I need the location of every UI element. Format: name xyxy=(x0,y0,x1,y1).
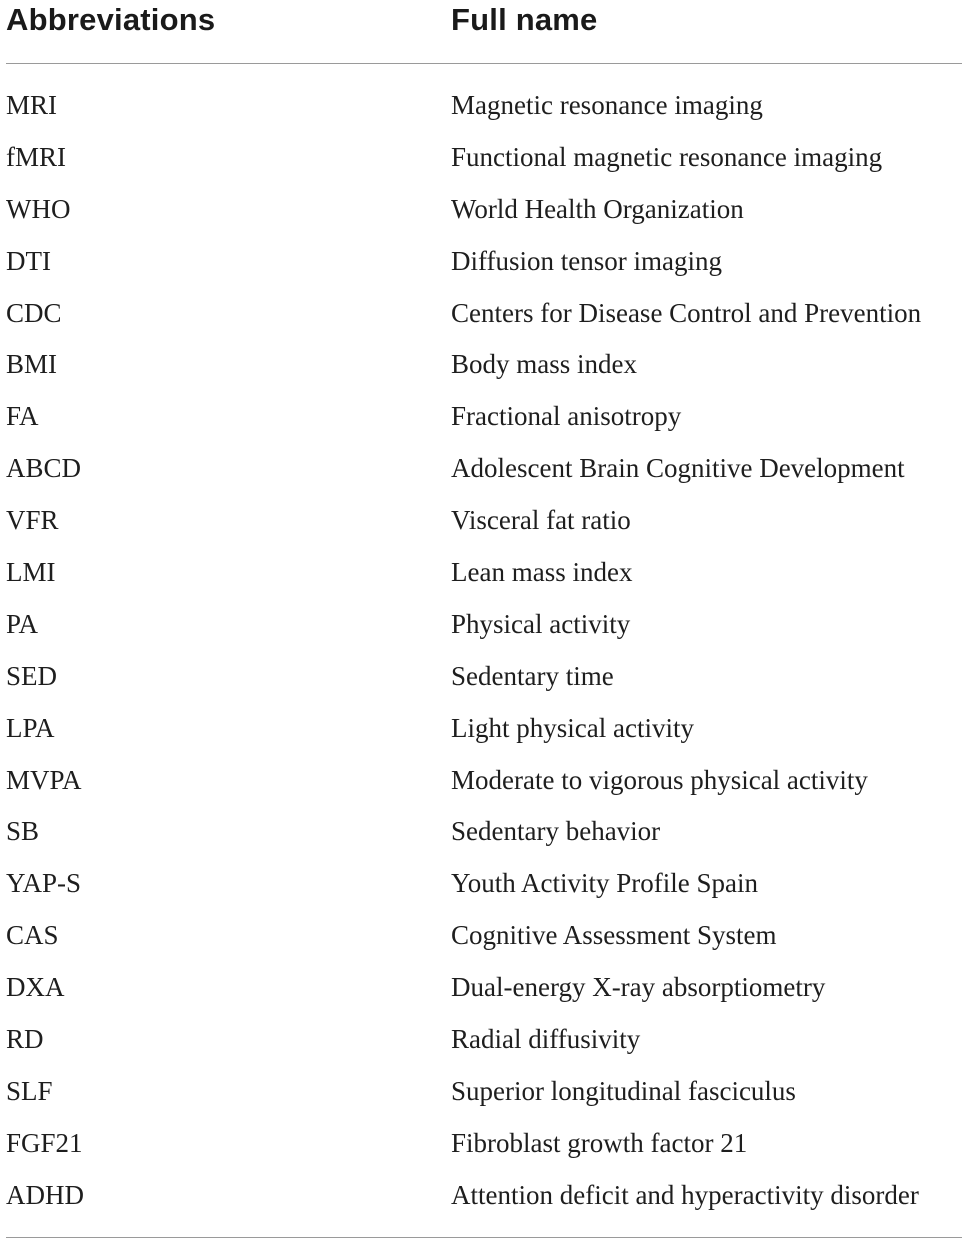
abbreviation-cell: LMI xyxy=(6,557,56,588)
full-name-cell: Cognitive Assessment System xyxy=(451,920,777,951)
table-row xyxy=(0,653,968,705)
full-name-cell: Sedentary behavior xyxy=(451,816,661,847)
abbreviation-cell: SED xyxy=(6,660,58,691)
abbreviation-cell: RD xyxy=(6,1024,44,1055)
abbreviation-cell: FA xyxy=(6,401,39,432)
full-name-cell: Radial diffusivity xyxy=(451,1024,641,1055)
full-name-cell: Attention deficit and hyperactivity disorder xyxy=(451,1179,919,1210)
table-row xyxy=(0,341,968,393)
full-name-cell: Visceral fat ratio xyxy=(451,505,631,536)
abbreviation-cell: DTI xyxy=(6,245,51,276)
abbreviation-cell: CAS xyxy=(6,920,59,951)
full-name-cell: Physical activity xyxy=(451,608,631,639)
table-row xyxy=(0,912,968,964)
full-name-cell: Moderate to vigorous physical activity xyxy=(451,764,868,795)
full-name-cell: Body mass index xyxy=(451,349,637,380)
abbreviation-cell: WHO xyxy=(6,193,71,224)
full-name-cell: Functional magnetic resonance imaging xyxy=(451,141,883,172)
full-name-cell: Centers for Disease Control and Prevention xyxy=(451,297,922,328)
abbreviation-cell: LPA xyxy=(6,712,55,743)
table-row xyxy=(0,82,968,134)
table-bottom-divider xyxy=(6,1237,962,1238)
table-row xyxy=(0,1120,968,1172)
table-row xyxy=(0,808,968,860)
table-row xyxy=(0,1068,968,1120)
table-row xyxy=(0,290,968,342)
table-row xyxy=(0,549,968,601)
abbreviation-cell: MRI xyxy=(6,90,58,120)
table-row xyxy=(0,1016,968,1068)
table-row xyxy=(0,757,968,809)
full-name-cell: Light physical activity xyxy=(451,712,694,743)
table-row xyxy=(0,705,968,757)
full-name-cell: World Health Organization xyxy=(451,193,744,224)
full-name-cell: Sedentary time xyxy=(451,660,614,691)
abbreviation-cell: SB xyxy=(6,816,40,847)
abbreviation-cell: BMI xyxy=(6,349,58,380)
full-name-cell: Superior longitudinal fasciculus xyxy=(451,1075,796,1106)
full-name-cell: Lean mass index xyxy=(451,557,633,588)
abbreviation-cell: PA xyxy=(6,608,39,639)
table-row xyxy=(0,964,968,1016)
full-name-cell: Fibroblast growth factor 21 xyxy=(451,1127,748,1158)
abbreviation-cell: MVPA xyxy=(6,764,82,795)
table-row xyxy=(0,445,968,497)
header-abbreviations: Abbreviations xyxy=(6,2,216,37)
full-name-cell: Fractional anisotropy xyxy=(451,401,682,432)
abbreviation-cell: YAP-S xyxy=(6,868,82,899)
table-row xyxy=(0,393,968,445)
table-header xyxy=(0,0,968,50)
full-name-cell: Dual-energy X-ray absorptiometry xyxy=(451,972,826,1003)
table-row xyxy=(0,238,968,290)
abbreviation-cell: DXA xyxy=(6,972,65,1003)
full-name-cell: Magnetic resonance imaging xyxy=(451,90,763,120)
abbreviation-cell: fMRI xyxy=(6,141,66,172)
table-row xyxy=(0,601,968,653)
abbreviation-cell: ADHD xyxy=(6,1179,84,1210)
table-row xyxy=(0,1172,968,1224)
table-body xyxy=(0,82,968,1224)
abbreviation-cell: SLF xyxy=(6,1075,53,1106)
table-row xyxy=(0,860,968,912)
table-row xyxy=(0,186,968,238)
full-name-cell: Youth Activity Profile Spain xyxy=(451,868,759,899)
full-name-cell: Diffusion tensor imaging xyxy=(451,245,722,276)
abbreviation-cell: ABCD xyxy=(6,453,82,484)
abbreviation-cell: VFR xyxy=(6,505,59,536)
abbreviation-cell: CDC xyxy=(6,297,62,328)
table-row xyxy=(0,497,968,549)
table-row xyxy=(0,134,968,186)
full-name-cell: Adolescent Brain Cognitive Development xyxy=(451,453,905,484)
header-full-name: Full name xyxy=(451,2,598,37)
abbreviation-cell: FGF21 xyxy=(6,1127,83,1158)
header-divider xyxy=(6,63,962,64)
